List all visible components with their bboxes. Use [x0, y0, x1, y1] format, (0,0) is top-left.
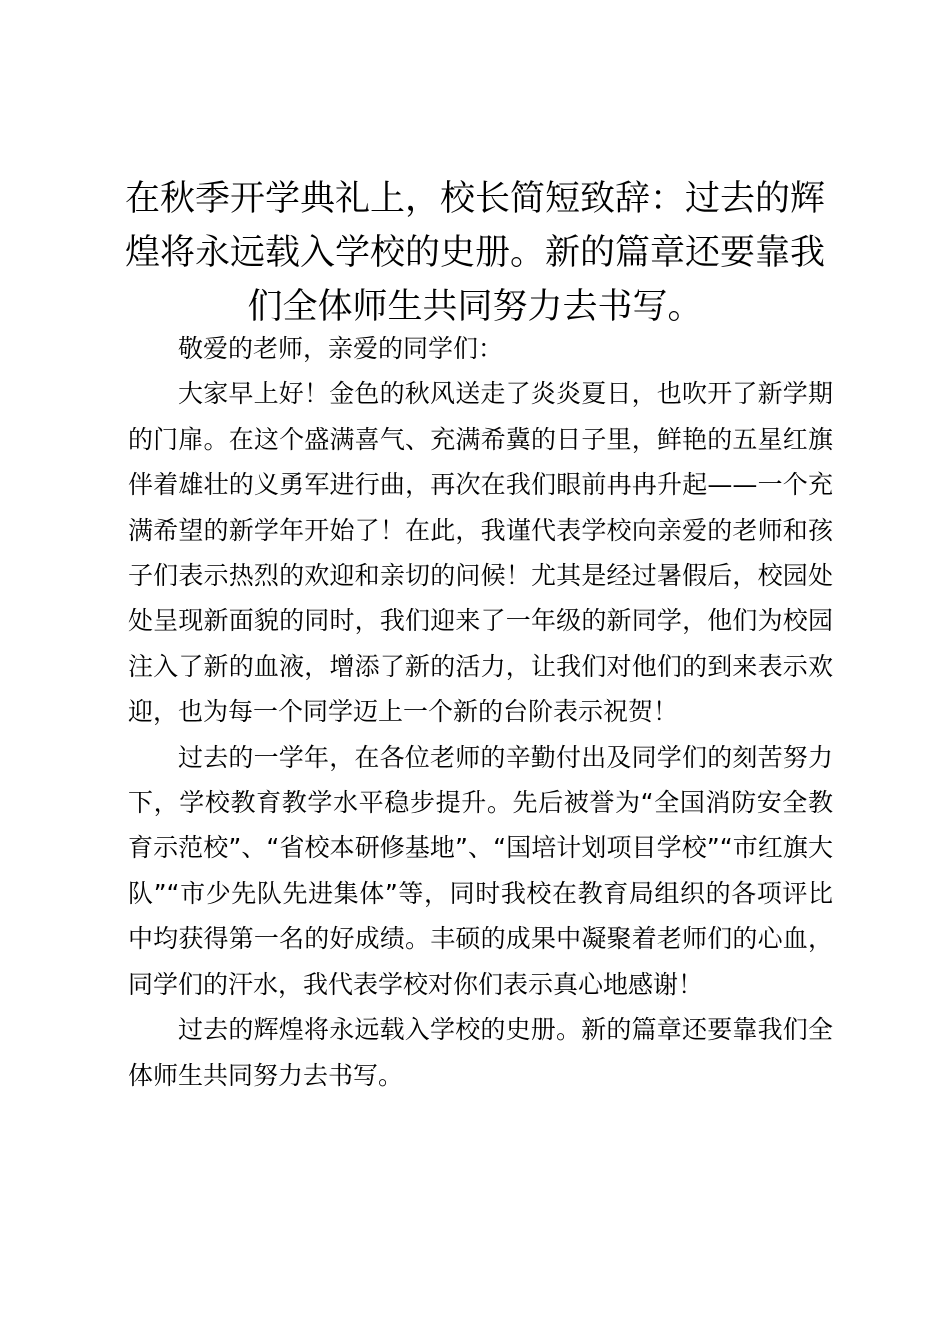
closing-paragraph: 过去的辉煌将永远载入学校的史册。新的篇章还要靠我们全体师生共同努力去书写。: [128, 1015, 833, 1090]
document-title: 在秋季开学典礼上，校长简短致辞：过去的辉煌将永远载入学校的史册。新的篇章还要靠我们全体师生共同努力去书写。: [124, 179, 825, 327]
document-body: [128, 326, 833, 1098]
body-paragraph: 过去的一学年，在各位老师的辛勤付出及同学们的刻苦努力下，学校教育教学水平稳步提升。先后被誉为“全国消防安全教育示范校”、“省校本研修基地”、“国培计划项目学校”“市红旗大队”“市少先队先进集体”等，同时我校在教育局组织的各项评比中均获得第一名的好成绩。丰硕的成果中凝聚着老师们的心血，同学们的汗水，我代表学校对你们表示真心地感谢！: [128, 742, 833, 999]
salutation-paragraph: 敬爱的老师，亲爱的同学们：: [178, 334, 504, 363]
body-paragraph: 大家早上好！金色的秋风送走了炎炎夏日，也吹开了新学期的门扉。在这个盛满喜气、充满希冀的日子里，鲜艳的五星红旗伴着雄壮的义勇军进行曲，再次在我们眼前冉冉升起——一个充满希望的新学年开始了！在此，我谨代表学校向亲爱的老师和孩子们表示热烈的欢迎和亲切的问候！尤其是经过暑假后，校园处处呈现新面貌的同时，我们迎来了一年级的新同学，他们为校园注入了新的血液，增添了新的活力，让我们对他们的到来表示欢迎，也为每一个同学迈上一个新的台阶表示祝贺！: [128, 379, 833, 727]
